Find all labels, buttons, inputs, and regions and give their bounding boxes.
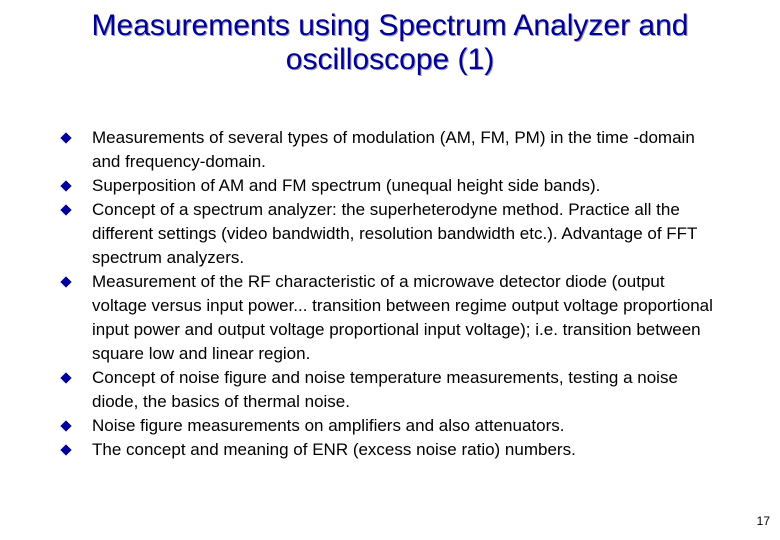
bullet-item <box>58 438 718 462</box>
bullet-item <box>58 270 718 366</box>
bullet-text: Concept of noise figure and noise temperature measurements, testing a noise diode, the basics of thermal noise. <box>92 368 678 411</box>
diamond-bullet-icon <box>60 132 71 143</box>
diamond-bullet-icon <box>60 276 71 287</box>
slide-title <box>0 9 780 77</box>
diamond-bullet-icon <box>60 420 71 431</box>
bullet-text: The concept and meaning of ENR (excess noise ratio) numbers. <box>92 440 576 459</box>
diamond-bullet-icon <box>60 372 71 383</box>
bullet-text: Noise figure measurements on amplifiers and also attenuators. <box>92 416 565 435</box>
slide-title-line-2: oscilloscope (1) <box>285 43 495 76</box>
bullet-text: Measurement of the RF characteristic of a microwave detector diode (output voltage versus input power... transition between regime output voltage proportional input power and output voltage proportional input voltage); i.e. transition between square low and linear region. <box>92 272 713 363</box>
bullet-item <box>58 198 718 270</box>
slide-title-line-1: Measurements using Spectrum Analyzer and <box>91 9 689 42</box>
bullet-item <box>58 366 718 414</box>
bullet-item <box>58 126 718 174</box>
page-number: 17 <box>756 514 770 528</box>
diamond-bullet-icon <box>60 204 71 215</box>
bullet-item <box>58 174 718 198</box>
bullet-text: Concept of a spectrum analyzer: the superheterodyne method. Practice all the different settings (video bandwidth, resolution bandwidth etc.). Advantage of FFT spectrum analyzers. <box>92 200 698 267</box>
bullet-text: Superposition of AM and FM spectrum (unequal height side bands). <box>92 176 601 195</box>
bullet-text: Measurements of several types of modulation (AM, FM, PM) in the time -domain and frequency-domain. <box>92 128 695 171</box>
bullet-item <box>58 414 718 438</box>
diamond-bullet-icon <box>60 180 71 191</box>
diamond-bullet-icon <box>60 444 71 455</box>
bullet-list <box>58 126 718 462</box>
